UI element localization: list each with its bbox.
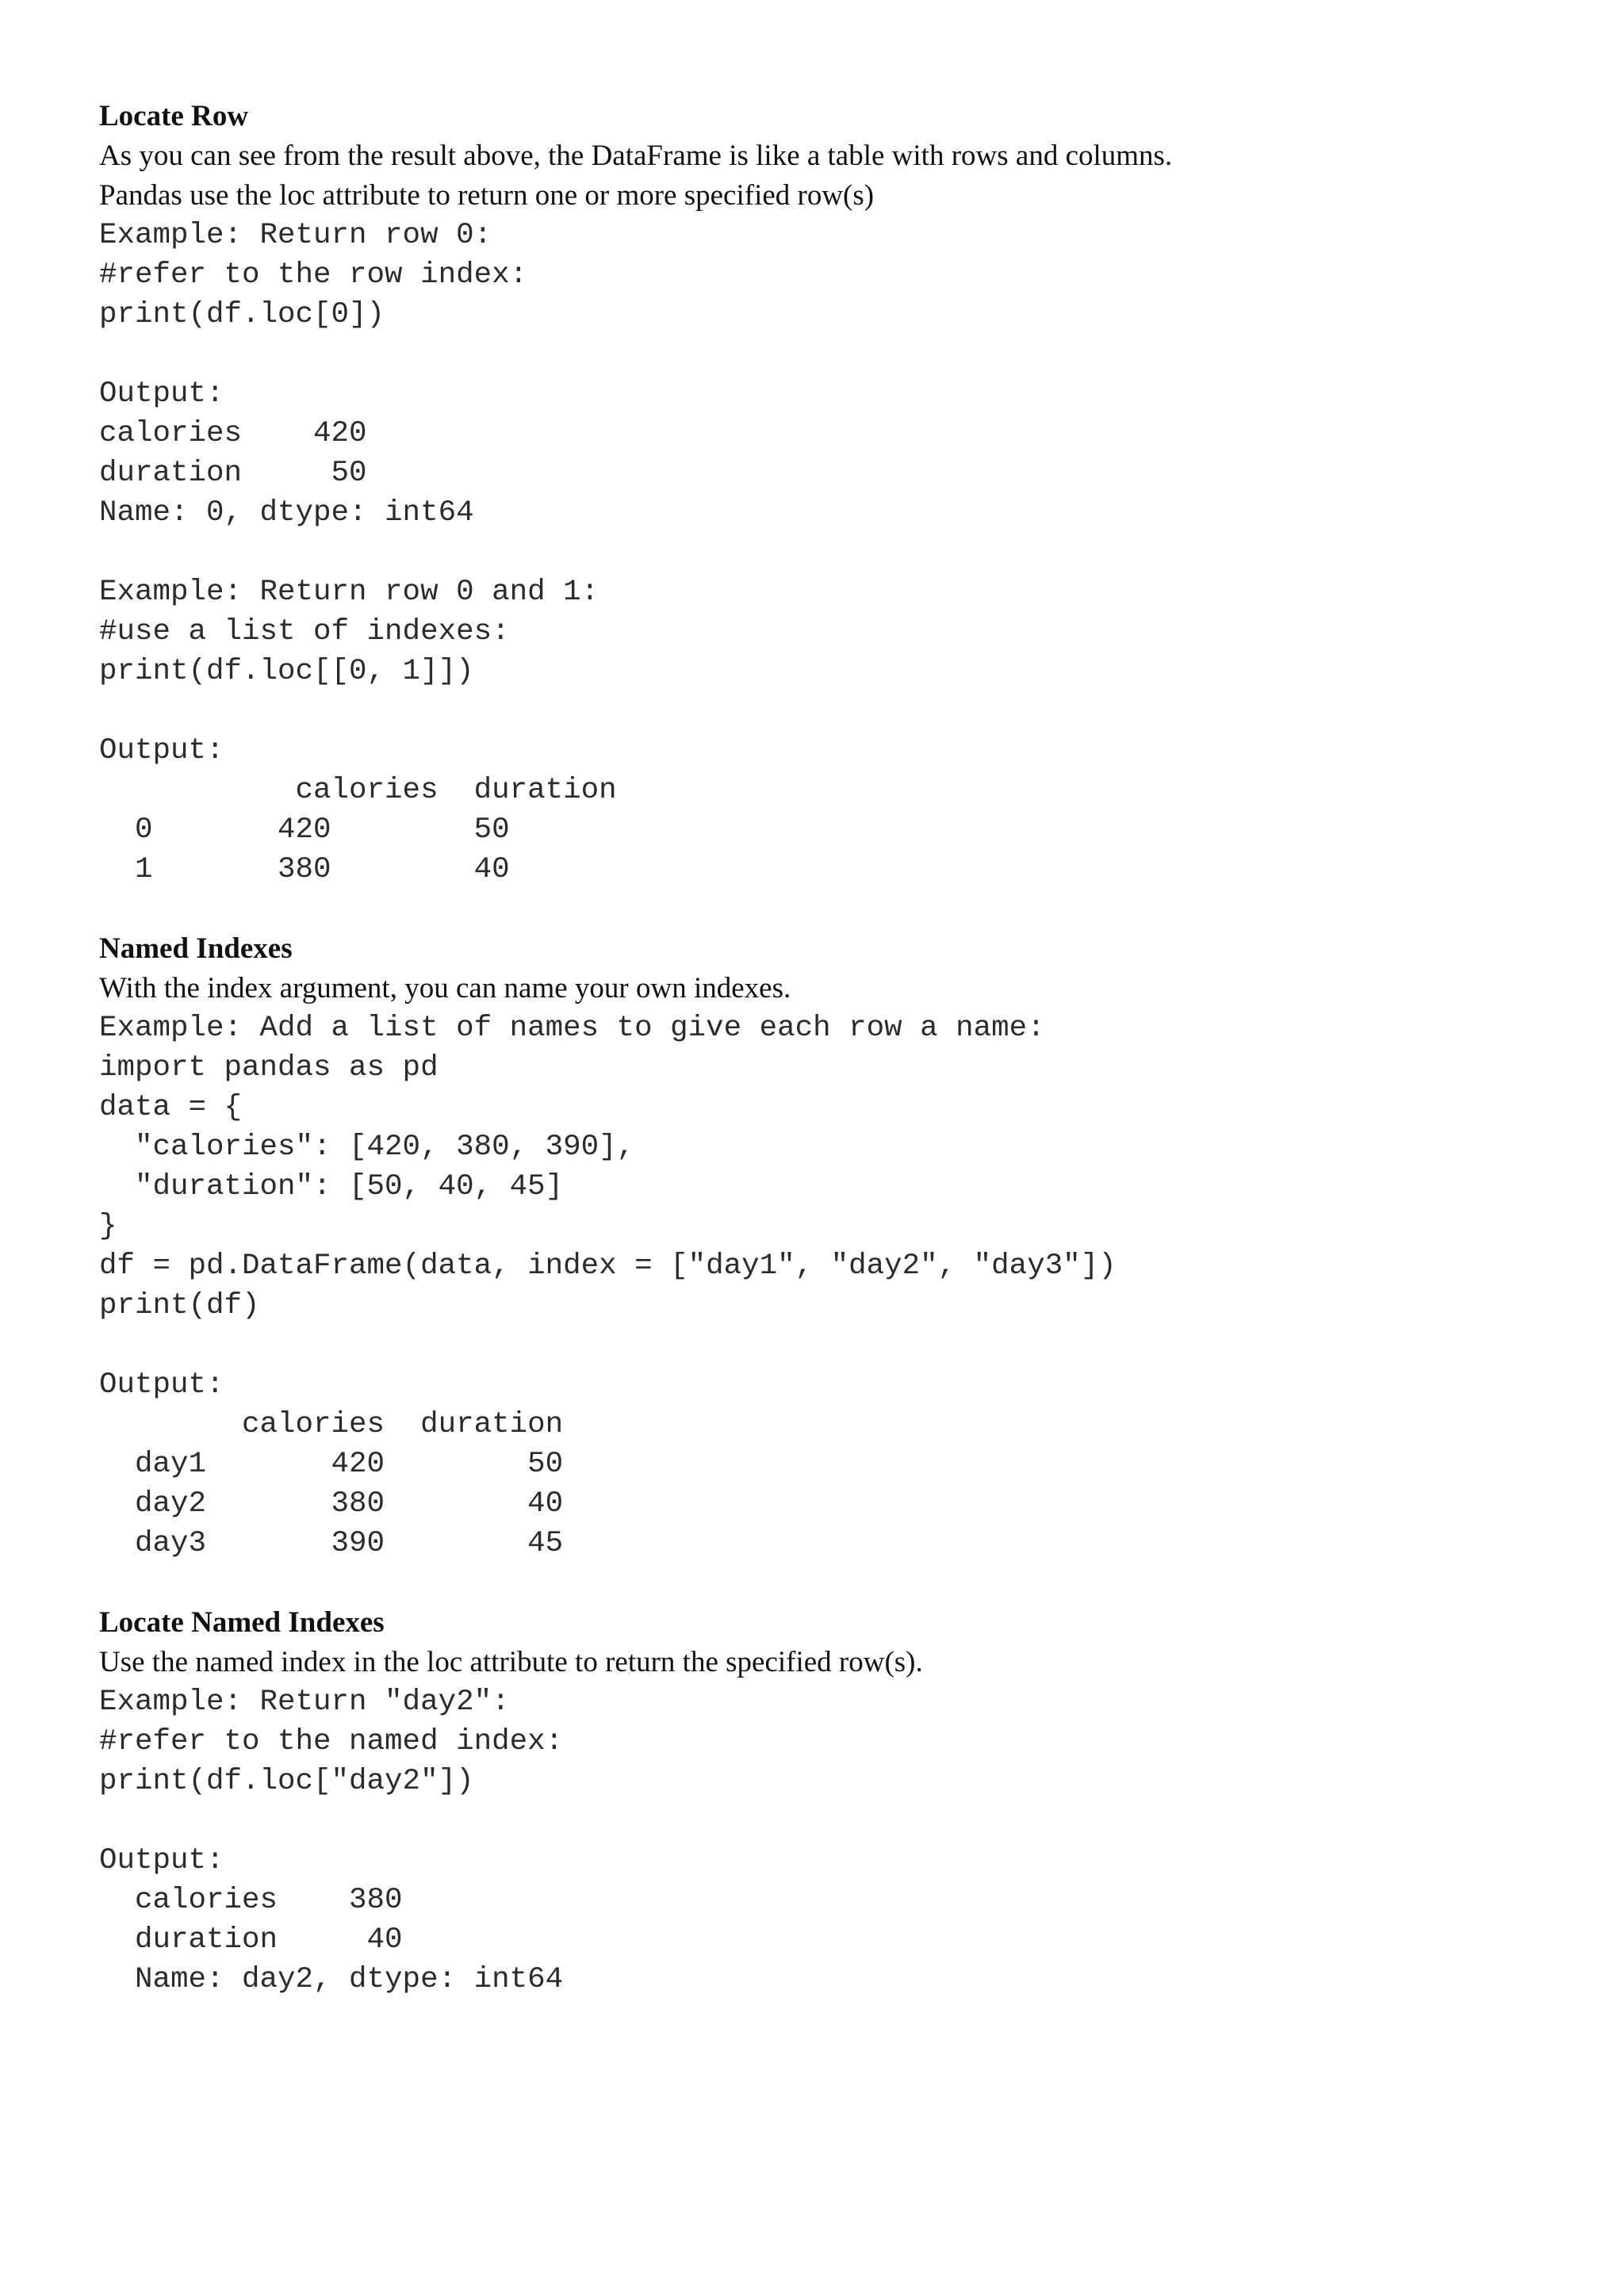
prose-line: With the index argument, you can name your own indexes. — [99, 972, 791, 1004]
code-line: Example: Add a list of names to give each row a name: — [99, 1012, 1045, 1045]
code-line: duration 50 — [99, 457, 367, 490]
code-line: "duration": [50, 40, 45] — [99, 1170, 564, 1203]
code-line: 0 420 50 — [99, 813, 510, 847]
code-line: Name: day2, dtype: int64 — [99, 1963, 564, 1996]
code-line: print(df.loc[[0, 1]]) — [99, 655, 474, 688]
code-line: } — [99, 1210, 117, 1243]
code-line: #use a list of indexes: — [99, 615, 510, 649]
code-line: Example: Return row 0: — [99, 219, 492, 252]
code-line: Output: — [99, 1368, 224, 1402]
code-line: duration 40 — [99, 1923, 403, 1957]
code-line: Output: — [99, 1844, 224, 1877]
code-line: Example: Return "day2": — [99, 1686, 510, 1719]
code-blank-line — [99, 1801, 1566, 1841]
section-spacer — [99, 890, 1566, 929]
prose-line: Use the named index in the loc attribute to return the specified row(s). — [99, 1646, 923, 1678]
section-heading: Locate Row — [99, 100, 249, 132]
section-locate-row — [99, 97, 1566, 890]
code-blank-line — [99, 335, 1566, 374]
code-line: Name: 0, dtype: int64 — [99, 496, 474, 530]
section-heading: Locate Named Indexes — [99, 1606, 385, 1639]
code-line: #refer to the row index: — [99, 258, 528, 292]
code-line: calories duration — [99, 774, 617, 807]
code-line: Output: — [99, 377, 224, 411]
code-blank-line — [99, 1326, 1566, 1365]
document-page — [99, 97, 1566, 1999]
section-named-indexes — [99, 929, 1566, 1563]
code-line: calories duration — [99, 1408, 564, 1441]
code-line: #refer to the named index: — [99, 1725, 564, 1758]
code-line: df = pd.DataFrame(data, index = ["day1", "day2", "day3"]) — [99, 1249, 1116, 1283]
prose-line: As you can see from the result above, the DataFrame is like a table with rows and columns. — [99, 140, 1173, 172]
code-line: print(df) — [99, 1289, 260, 1322]
section-heading: Named Indexes — [99, 932, 293, 965]
section-locate-named-indexes — [99, 1603, 1566, 1999]
section-spacer — [99, 1563, 1566, 1603]
code-line: calories 420 — [99, 417, 367, 450]
code-line: 1 380 40 — [99, 853, 510, 886]
code-line: print(df.loc[0]) — [99, 298, 385, 331]
code-blank-line — [99, 691, 1566, 731]
code-line: day1 420 50 — [99, 1448, 564, 1481]
code-line: print(df.loc["day2"]) — [99, 1765, 474, 1798]
code-blank-line — [99, 533, 1566, 572]
code-line: day2 380 40 — [99, 1487, 564, 1521]
code-line: Example: Return row 0 and 1: — [99, 576, 599, 609]
code-line: calories 380 — [99, 1884, 403, 1917]
prose-line: Pandas use the loc attribute to return one or more specified row(s) — [99, 179, 875, 212]
code-line: Output: — [99, 734, 224, 767]
code-line: import pandas as pd — [99, 1051, 439, 1085]
code-line: data = { — [99, 1091, 243, 1124]
code-line: day3 390 45 — [99, 1527, 564, 1560]
code-line: "calories": [420, 380, 390], — [99, 1131, 635, 1164]
